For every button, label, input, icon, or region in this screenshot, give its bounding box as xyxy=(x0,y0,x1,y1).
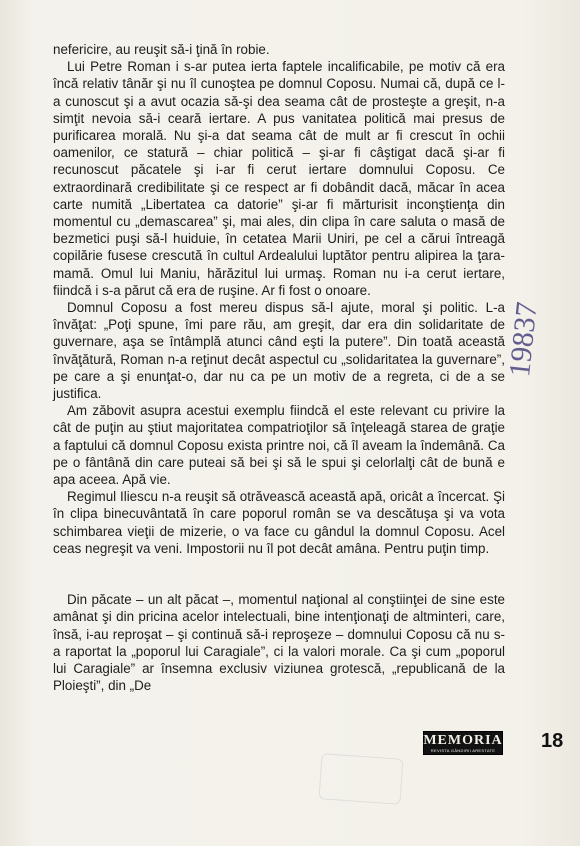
paragraph-1: nefericire, au reuşit să-i ţină în robie. xyxy=(53,42,270,57)
paragraph-5: Regimul Iliescu n-a reuşit să otrăvească această apă, oricât a încercat. Şi în clipa binecuvântată în care poporul român se va descătuşa şi va vota schimbarea vieţii de mizerie, o va face cu gândul la domnul Coposu. Acel ceas negreşit va veni. Impostorii nu îl pot decât amâna. Pentru puţin timp. xyxy=(53,489,505,556)
logo-title: MEMORIA xyxy=(423,732,503,748)
paragraph-3: Domnul Coposu a fost mereu dispus să-l ajute, moral şi politic. L-a învăţat: „Poţi spune, îmi pare rău, am greşit, dar era din solidaritate de guvernare, aşa se întâmplă atunci când eşti la putere”. Din toată această învăţătură, Roman n-a reţinut decât aspectul cu „solidaritatea la guvernare”, pe care a şi enunţat-o, dar nu ca pe un motiv de a regreta, ci de a se justifica. xyxy=(53,300,505,402)
section-gap xyxy=(53,557,505,591)
article-body xyxy=(53,41,505,694)
library-stamp xyxy=(318,753,403,805)
paragraph-4: Am zăbovit asupra acestui exemplu fiindcă el este relevant cu privire la cât de puţin au ştiut majoritatea compatrioţilor să înţeleagă starea de graţie a faptului că domnul Coposu exista printre noi, că îl aveam la îndemână. Ca pe o fântână din care puteai să bei şi să le spui şi celorlalţi cât de bună e apa aceea. Apă vie. xyxy=(53,403,505,488)
page-number: 18 xyxy=(541,730,564,752)
logo-subtitle: REVISTA GÂNDIRII ARESTATE xyxy=(430,747,496,753)
paragraph-6: Din păcate – un alt păcat –, momentul naţional al conştiinţei de sine este amânat şi din pricina acelor intelectuali, bine intenţionaţi de altminteri, care, însă, i-au reproşat – şi continuă să-i reproşeze – domnului Coposu că nu s-a raportat la „poporul lui Caragiale”, ci la valori morale. Ca şi cum „poporul lui Caragiale” ar însemna exclusiv viziunea grotescă, „republicană de la Ploieşti”, din „De xyxy=(53,592,505,694)
paragraph-2: Lui Petre Roman i s-ar putea ierta faptele incalificabile, pe motiv că era încă relativ tânăr şi nu îl cunoştea pe domnul Coposu. Numai că, după ce l-a cunoscut şi a avut ocazia să-şi dea seama cât de prosteşte a greşit, n-a simţit nevoia să-i ceară iertare. A pus vanitatea politică mai presus de purificarea morală. Nu şi-a dat seama cât de mult ar fi crescut în ochii oamenilor, ce statură – chiar politică – şi-ar fi câştigat dacă şi-ar fi recunoscut păcatele şi i-ar fi cerut iertare domnului Coposu. Ce extraordinară credibilitate şi ce respect ar fi dobândit dacă, măcar în acea carte numită „Libertatea ca datorie” şi-ar fi mărturisit inconştienţa din momentul cu „demascarea” şi, mai ales, din clipa în care saluta o masă de bezmetici puşi să-l huiduie, în cetatea Marii Uniri, pe cel a cărui întreagă copilărie fusese crescută în cultul Ardealului luptător pentru alipirea la ţara-mamă. Omul lui Maniu, hărăzitul lui urmaş. Roman nu i-a cerut iertare, fiindcă i s-a părut că era de ruşine. Ar fi fost o onoare. xyxy=(53,59,505,298)
memoria-logo xyxy=(423,731,503,755)
handwritten-inventory-number: 19837 xyxy=(503,300,544,379)
